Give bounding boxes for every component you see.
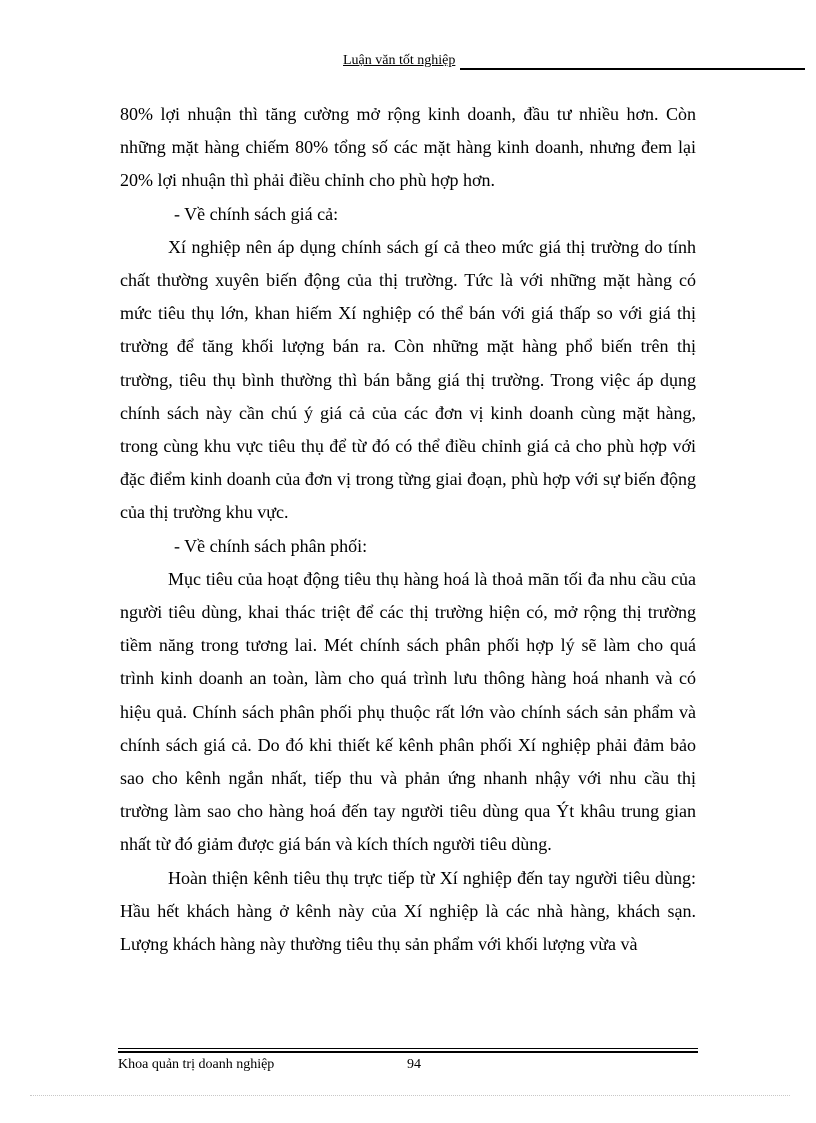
subheading-pricing-policy: - Về chính sách giá cả: [174, 203, 339, 224]
page-footer [118, 1055, 698, 1075]
body-paragraph-continuation: 80% lợi nhuận thì tăng cường mở rộng kinh doanh, đầu tư nhiều hơn. Còn những mặt hàng chiếm 80% tổng số các mặt hàng kinh doanh, nhưng đem lại 20% lợi nhuận thì phải điều chỉnh cho phù hợp hơn. [120, 104, 696, 191]
page-boundary-dotted-line [30, 1095, 790, 1096]
header-rule [460, 68, 805, 70]
footer-faculty: Khoa quản trị doanh nghiệp [118, 1057, 275, 1072]
subheading-distribution-policy: - Về chính sách phân phối: [174, 535, 368, 556]
body-paragraph-distribution: Mục tiêu của hoạt động tiêu thụ hàng hoá là thoả mãn tối đa nhu cầu của người tiêu dùng, khai thác triệt để các thị trường hiện có, mở rộng thị trường tiềm năng trong tương lai. Mét chính sách phân phối hợp lý sẽ làm cho quá trình kinh doanh an toàn, làm cho quá trình lưu thông hàng hoá nhanh và có hiệu quả. Chính sách phân phối phụ thuộc rất lớn vào chính sách sản phẩm và chính sách giá cả. Do đó khi thiết kế kênh phân phối Xí nghiệp phải đảm bảo sao cho kênh ngắn nhất, tiếp thu và phản ứng nhanh nhậy với nhu cầu thị trường làm sao cho hàng hoá đến tay người tiêu dùng qua Ýt khâu trung gian nhất từ đó giảm được giá bán và kích thích người tiêu dùng. [120, 568, 696, 855]
header-title: Luận văn tốt nghiệp [343, 53, 456, 68]
body-paragraph-pricing: Xí nghiệp nên áp dụng chính sách gí cả theo mức giá thị trường do tính chất thường xuyên biến động của thị trường. Tức là với những mặt hàng có mức tiêu thụ lớn, khan hiếm Xí nghiệp có thể bán với giá thấp so với giá thị trường để tăng khối lượng bán ra. Còn những mặt hàng phổ biến trên thị trường, tiêu thụ bình thường thì bán bằng giá thị trường. Trong việc áp dụng chính sách này cần chú ý giá cả của các đơn vị kinh doanh cùng mặt hàng, trong cùng khu vực tiêu thụ để từ đó có thể điều chỉnh giá cả cho phù hợp với đặc điểm kinh doanh của đơn vị trong từng giai đoạn, phù hợp với sự biến động của thị trường khu vực. [120, 236, 696, 523]
page-number: 94 [407, 1057, 421, 1072]
page-header [120, 52, 686, 70]
footer-rule [118, 1048, 698, 1053]
body-text [120, 98, 696, 961]
body-paragraph-direct-channel: Hoàn thiện kênh tiêu thụ trực tiếp từ Xí nghiệp đến tay người tiêu dùng: Hầu hết khách hàng ở kênh này của Xí nghiệp là các nhà hàng, khách sạn. Lượng khách hàng này thường tiêu thụ sản phẩm với khối lượng vừa và [120, 867, 696, 955]
